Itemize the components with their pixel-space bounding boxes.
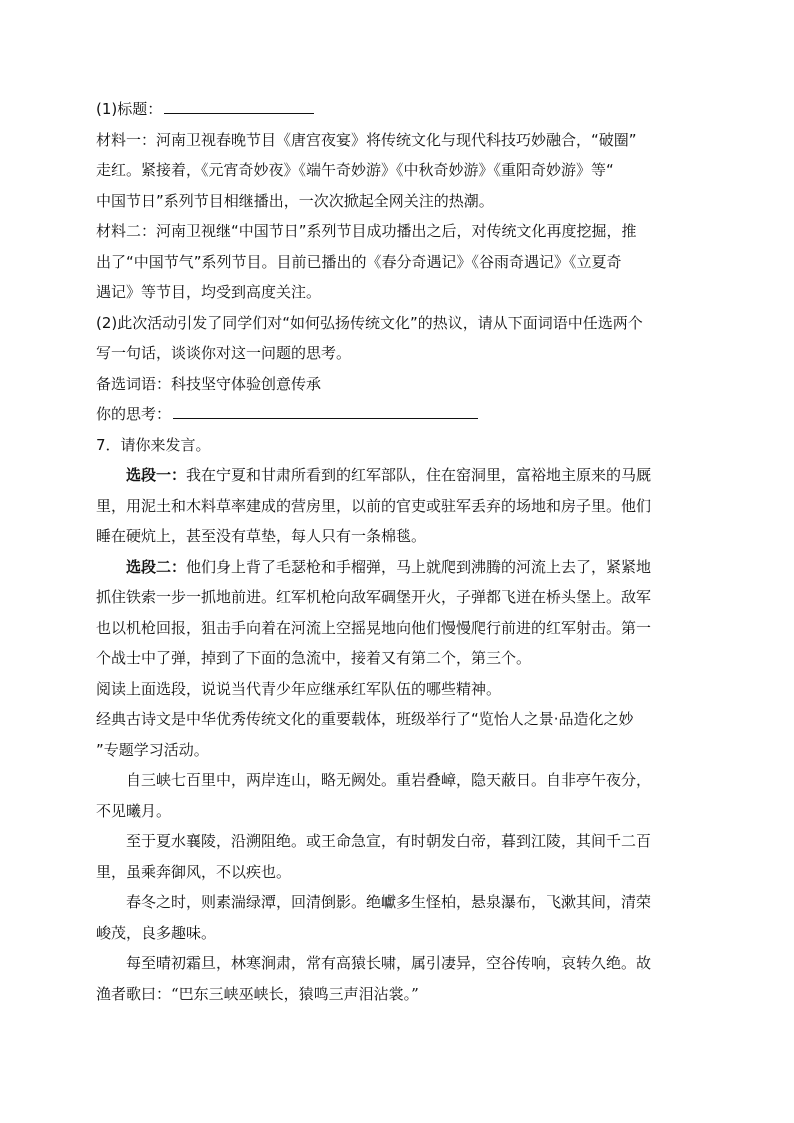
sanxia-paragraph-line: 自三峡七百里中，两岸连山，略无阙处。重岩叠嶂，隐天蔽日。自非亭午夜分， [126, 771, 652, 789]
sanxia-paragraph-line: 峻茂，良多趣味。 [96, 923, 217, 942]
sanxia-paragraph-line: 每至晴初霜旦，林寒涧肃，常有高猿长啸，属引凄异，空谷传响，哀转久绝。故 [126, 954, 652, 972]
material1-line: 中国节日”系列节目相继播出，一次次掀起全网关注的热潮。 [96, 191, 494, 210]
excerpt1-line: 选段一：我在宁夏和甘肃所看到的红军部队，住在窑洞里，富裕地主原来的马厩 [126, 466, 652, 484]
document-body [96, 94, 706, 1009]
excerpt2-line: 抓住铁索一步一抓地前进。红军机枪向敌军碉堡开火，子弹都飞迸在桥头堡上。敌军 [96, 588, 652, 606]
sanxia-paragraph-line: 不见曦月。 [96, 801, 172, 820]
excerpt2-label: 选段二： [126, 557, 187, 576]
thinking-prompt: 你的思考： [96, 405, 172, 423]
excerpt1-line: 里，用泥土和木料草率建成的营房里，以前的官吏或驻军丢弃的场地和房子里。他们 [96, 496, 652, 515]
material1-line: 材料一：河南卫视春晚节目《唐宫夜宴》将传统文化与现代科技巧妙融合，“破圈” [96, 130, 637, 149]
sanxia-paragraph-line: 至于夏水襄陵，沿溯阻绝。或王命急宣，有时朝发白帝，暮到江陵，其间千二百 [126, 832, 652, 850]
question2-line: 写一句话，谈谈你对这一问题的思考。 [96, 344, 352, 362]
classics-intro-line: 经典古诗文是中华优秀传统文化的重要载体，班级举行了“览怡人之景·品造化之妙 [96, 710, 634, 728]
excerpt1-label: 选段一： [126, 466, 187, 484]
candidate-words: 备选词语：科技坚守体验创意传承 [96, 374, 322, 393]
title-answer-blank[interactable] [164, 97, 314, 114]
title-question-line [96, 94, 706, 125]
sanxia-paragraph-line: 里，虽乘奔御风，不以疾也。 [96, 862, 292, 881]
title-prompt: (1)标题： [96, 100, 163, 118]
excerpt1-line: 睡在硬炕上，甚至没有草垫，每人只有一条棉毯。 [96, 527, 427, 545]
material1-line: 走红。紧接着，《元宵奇妙夜》《端午奇妙游》《中秋奇妙游》《重阳奇妙游》等“ [96, 161, 614, 179]
material2-line: 出了“中国节气”系列节目。目前已播出的《春分奇遇记》《谷雨奇遇记》《立夏奇 [96, 252, 622, 271]
question7-title: 7．请你来发言。 [96, 435, 211, 454]
question2-line: (2)此次活动引发了同学们对“如何弘扬传统文化”的热议，请从下面词语中任选两个 [96, 313, 643, 332]
question7-task: 阅读上面选段，说说当代青少年应继承红军队伍的哪些精神。 [96, 679, 502, 698]
excerpt2-line: 个战士中了弹，掉到了下面的急流中，接着又有第二个，第三个。 [96, 649, 532, 667]
excerpt2-line: 也以机枪回报，狙击手向着在河流上空摇晃地向他们慢慢爬行前进的红军射击。第一 [96, 618, 652, 637]
material2-line: 遇记》等节目，均受到高度关注。 [96, 283, 322, 301]
material2-line: 材料二：河南卫视继“中国节日”系列节目成功播出之后，对传统文化再度挖掘，推 [96, 222, 637, 240]
thinking-line [96, 399, 706, 430]
thinking-answer-blank[interactable] [173, 402, 478, 419]
sanxia-paragraph-line: 春冬之时，则素湍绿潭，回清倒影。绝巘多生怪柏，悬泉瀑布，飞漱其间，清荣 [126, 893, 652, 911]
sanxia-paragraph-line: 渔者歌曰：“巴东三峡巫峡长，猿鸣三声泪沾裳。” [96, 984, 419, 1003]
classics-intro-line: ”专题学习活动。 [96, 740, 209, 759]
excerpt2-line: 选段二：他们身上背了毛瑟枪和手榴弹，马上就爬到沸腾的河流上去了，紧紧地 [126, 557, 652, 576]
